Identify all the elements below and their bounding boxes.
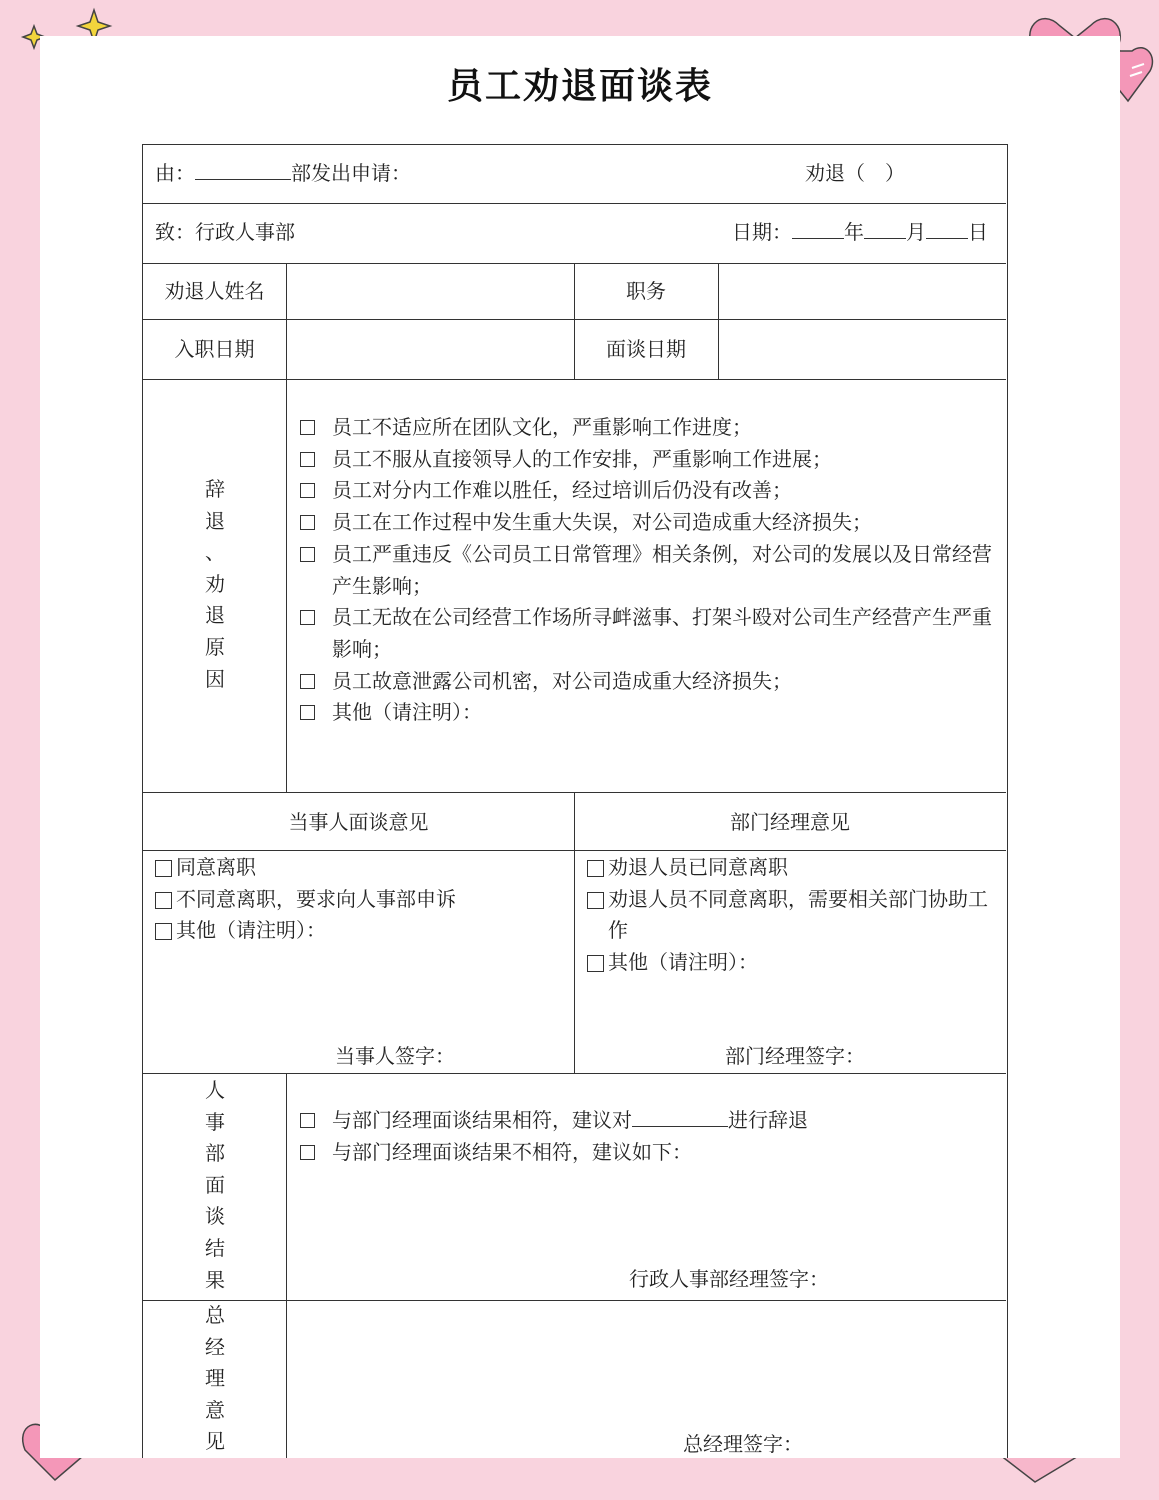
checkbox[interactable] (155, 860, 172, 877)
list-item: 员工在工作过程中发生重大失误，对公司造成重大经济损失； (300, 507, 1000, 539)
list-item: 其他（请注明）： (155, 915, 565, 947)
list-item: 其他（请注明）： (587, 947, 999, 979)
hire-date-field[interactable] (288, 320, 572, 378)
checkbox[interactable] (300, 547, 315, 562)
list-item: 不同意离职，要求向人事部申诉 (155, 884, 565, 916)
list-item: 员工对分内工作难以胜任，经过培训后仍没有改善； (300, 475, 1000, 507)
list-item: 同意离职 (155, 852, 565, 884)
checkbox[interactable] (300, 420, 315, 435)
list-item: 员工无故在公司经营工作场所寻衅滋事、打架斗殴对公司生产经营产生严重影响； (300, 602, 1000, 665)
list-item: 员工严重违反《公司员工日常管理》相关条例，对公司的发展以及日常经营产生影响； (300, 539, 1000, 602)
checkbox[interactable] (155, 892, 172, 909)
gm-opinion-field[interactable] (288, 1302, 1004, 1452)
checkbox[interactable] (300, 483, 315, 498)
manager-opinion-list (587, 852, 999, 979)
checkbox[interactable] (300, 452, 315, 467)
list-item: 与部门经理面谈结果相符，建议对 进行辞退 (300, 1105, 1000, 1137)
list-item: 劝退人员不同意离职，需要相关部门协助工作 (587, 884, 999, 947)
form-paper (40, 36, 1120, 1458)
dismissal-form (142, 144, 1008, 1458)
department-blank[interactable] (195, 161, 291, 180)
list-item: 劝退人员已同意离职 (587, 852, 999, 884)
name-label: 劝退人姓名 (164, 279, 265, 303)
reasons-list (300, 412, 1000, 729)
position-field[interactable] (720, 264, 1004, 318)
checkbox[interactable] (300, 705, 315, 720)
list-item: 与部门经理面谈结果不相符，建议如下： (300, 1137, 1000, 1169)
hr-manager-signature: 行政人事部经理签字： (629, 1267, 829, 1291)
hr-result-list (300, 1105, 1000, 1168)
manager-opinion-header: 部门经理意见 (730, 810, 850, 834)
checkbox[interactable] (300, 1113, 315, 1128)
party-opinion-header: 当事人面谈意见 (288, 810, 429, 834)
from-department-line: 由： 部发出申请： (155, 161, 411, 185)
checkbox[interactable] (587, 892, 604, 909)
checkbox[interactable] (300, 1145, 315, 1160)
hr-result-label: 人 事 部 面 谈 结 果 (205, 1078, 225, 1292)
dismissal-type: 劝退（ ） (805, 161, 905, 185)
gm-signature: 总经理签字： (683, 1432, 803, 1456)
month-blank[interactable] (864, 220, 906, 239)
interview-date-label: 面谈日期 (606, 337, 686, 361)
checkbox[interactable] (587, 955, 604, 972)
employee-name-blank[interactable] (632, 1108, 728, 1127)
checkbox[interactable] (300, 610, 315, 625)
list-item: 员工不适应所在团队文化，严重影响工作进度； (300, 412, 1000, 444)
party-signature: 当事人签字： (335, 1044, 455, 1068)
year-blank[interactable] (792, 220, 844, 239)
manager-signature: 部门经理签字： (725, 1044, 865, 1068)
date-line: 日期： 年 月 日 (732, 220, 988, 244)
list-item: 员工不服从直接领导人的工作安排，严重影响工作进展； (300, 444, 1000, 476)
interview-date-field[interactable] (720, 320, 1004, 378)
party-opinion-list (155, 852, 565, 947)
list-item: 员工故意泄露公司机密，对公司造成重大经济损失； (300, 666, 1000, 698)
reasons-label: 辞 退 、 劝 退 原 因 (205, 477, 225, 691)
checkbox[interactable] (155, 923, 172, 940)
position-label: 职务 (626, 279, 666, 303)
page-title: 员工劝退面谈表 (446, 66, 713, 107)
checkbox[interactable] (300, 515, 315, 530)
name-field[interactable] (288, 264, 572, 318)
list-item: 其他（请注明）： (300, 697, 1000, 729)
recipient-label: 致：行政人事部 (155, 220, 295, 244)
gm-opinion-label: 总 经 理 意 见 (205, 1303, 225, 1454)
checkbox[interactable] (587, 860, 604, 877)
hire-date-label: 入职日期 (174, 337, 255, 361)
checkbox[interactable] (300, 674, 315, 689)
day-blank[interactable] (926, 220, 968, 239)
